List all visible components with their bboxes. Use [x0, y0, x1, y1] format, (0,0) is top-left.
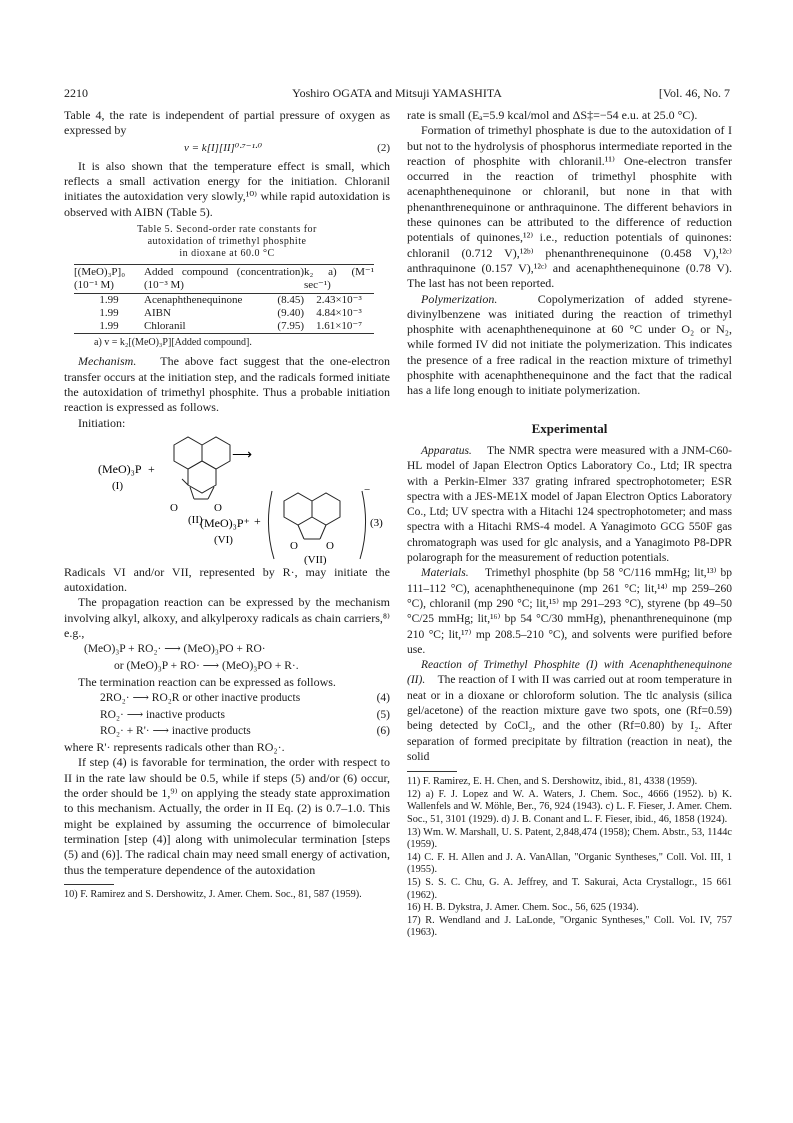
volume-info: [Vol. 46, No. 7: [658, 86, 730, 100]
paragraph-text: The reaction of I with II was carried out at room temperature in neat or in a dioxane or chloroform solution. The tlc analysis (silica gel/acetone) of the reaction mixture gave two spots, one (Rf=0.59) being detected by CoCl₂, and the other (Rf=0.80) by I₂. After separation of formed precipitate by filtration (reaction in neat), the solid: [407, 674, 732, 763]
cell: 4.84×10⁻³: [316, 307, 362, 320]
run-in-heading: Mechanism.: [78, 354, 137, 369]
oxygen-label: O: [170, 501, 178, 514]
paragraph-text: The above fact suggest that the one-electron transfer occurs at the initiation step, and the radicals formed initiate the autoxidation of trimethyl phosphite. Thus a probable initiation reaction is expressed as follows.: [64, 354, 390, 415]
cell: 1.99: [99, 307, 119, 320]
cell: [144, 294, 304, 308]
compound-label-VI: (VI): [214, 533, 233, 546]
caption-line: Table 5. Second-order rate constants for: [137, 224, 317, 236]
paragraph-text: Copolymerization of added styrene-divinylbenzene was initiated during the reaction of trimethyl phosphite with acenaphthenequinone at 60 °C under O₂ or N₂, while formed IV did not initiate the polymerization. This indicates the presence of a free radical in the reaction mixture of trimethyl phosphite with acenaphthenequinone and the fact that the radical has a life long enough to initiate polymerization.: [407, 291, 733, 398]
caption-line: in dioxane at 60.0 °C: [179, 248, 275, 260]
cell: [144, 307, 304, 320]
table-header-row: [74, 265, 374, 294]
paragraph: If step (4) is favorable for termination, the order with respect to II in the rate law should be 0.5, while if steps (5) and/or (6) occur, the order should be 1,⁹⁾ on applying the steady state approximation to this mechanism. Actually, the order in II Eq. (2) is 0.7–1.0. This might be explained by assuming the occurrence of bimolecular termination [step (4)] along with unimolecular termination [steps (5) and (6)]. The radical chain may need small energy of activation, thus the temperature dependence of the autoxidation: [64, 755, 390, 877]
footnote-rule: [64, 884, 114, 885]
oxygen-label: O: [326, 539, 334, 552]
footnote: 15) S. S. C. Chu, G. A. Jeffrey, and T. Sakurai, Acta Crystallogr., 15 661 (1962).: [407, 876, 732, 901]
equation-number: (5): [376, 708, 390, 721]
paragraph: rate is small (Eₐ=5.9 kcal/mol and ΔS‡=−54 e.u. at 25.0 °C).: [407, 108, 698, 122]
paragraph-text: The NMR spectra were measured with a JNM-C60-HL model of Japan Electron Optics Laboratory Co., Ltd; IR spectra with a Perkin-Elmer 337 grating infrared spectrophotometer; ESR spectra with a JES-ME1X model of Japan Electron Optics Laboratory Co., Ltd; UV spectra with a Hitachi 124 spectrophotometer; and mass spectra with a Hitachi RMS-4 model. A Yanagimoto GCG 550F gas chromatograph was used for glc analysis, and a Yanagimoto P8-DPR polarograph for the measurement of reduction potentials.: [407, 444, 732, 565]
cell: 1.99: [74, 320, 144, 334]
table-row: [74, 294, 374, 308]
right-column: [407, 108, 732, 940]
initiation-scheme: [64, 431, 390, 565]
paragraph: [407, 566, 732, 658]
equation-text: or (MeO)₃P + RO· ⟶ (MeO)₃PO + R·.: [114, 659, 299, 672]
caption-line: autoxidation of trimethyl phosphite: [147, 236, 307, 248]
initiation-label: Initiation:: [78, 415, 126, 430]
anion-charge: −: [364, 483, 371, 496]
cell: 1.61×10⁻⁷: [304, 320, 374, 334]
footnote: 14) C. F. H. Allen and J. A. VanAllan, "Organic Syntheses," Coll. Vol. III, 1 (1955).: [407, 851, 732, 876]
compound-label-II: (II): [188, 513, 203, 526]
col-header: k₂ a) (M⁻¹ sec⁻¹): [304, 265, 374, 294]
cell: 2.43×10⁻³: [316, 294, 362, 307]
footnote: 17) R. Wendland and J. LaLonde, "Organic Syntheses," Coll. Vol. IV, 757 (1963).: [407, 914, 732, 939]
oxygen-label: O: [214, 501, 222, 514]
paragraph-text: Trimethyl phosphite (bp 58 °C/116 mmHg; lit,¹³⁾ bp 111–112 °C), acenaphthenequinone (mp 261 °C; lit,¹⁴⁾ mp 259–260 °C), chloranil (mp 290 °C; lit,¹⁵⁾ mp 291–293 °C), styrene (bp 49–50 °C/25 mmHg; lit,¹⁶⁾ bp 54 °C/30 mmHg), phenanthrenequinone (mp 210 °C; lit,¹⁷⁾ mp 208.5–210 °C), and solvents were purified before use.: [407, 567, 732, 656]
cell-text: (8.45): [277, 294, 304, 307]
propagation-eq-1: [64, 642, 390, 657]
left-column: [64, 108, 390, 901]
col-header: [(MeO)₃P]₀ (10⁻¹ M): [74, 265, 144, 294]
structure-VII: [268, 491, 365, 559]
cell-text: AIBN: [144, 307, 171, 320]
run-in-heading: Materials.: [421, 567, 469, 580]
footnote: 10) F. Ramirez and S. Dershowitz, J. Amer. Chem. Soc., 81, 587 (1959).: [64, 888, 362, 900]
run-in-heading: Reaction of Trimethyl Phosphite (I) with Acenaphthenequinone (II).: [407, 659, 732, 687]
reagent-label: (MeO)₃P: [98, 461, 142, 476]
compound-label-I: (I): [112, 479, 123, 492]
cell-text: (9.40): [277, 307, 304, 320]
page-number: 2210: [64, 86, 88, 100]
reaction-scheme: [64, 431, 390, 565]
footnote: 11) F. Ramirez, E. H. Chen, and S. Dershowitz, ibid., 81, 4338 (1959).: [407, 776, 698, 788]
table-5: [74, 264, 374, 334]
footnote-rule: [407, 771, 457, 772]
plus-sign: +: [254, 513, 261, 528]
authors: Yoshiro OGATA and Mitsuji YAMASHITA: [292, 86, 502, 100]
table-caption: [64, 224, 390, 260]
section-heading: Experimental: [531, 420, 608, 436]
paragraph: [407, 444, 732, 566]
paragraph: [407, 658, 732, 765]
cation-label: (MeO)₃P⁺: [200, 515, 250, 530]
equation-number: (4): [376, 692, 390, 705]
termination-eq: [64, 691, 390, 706]
cell-text: Acenaphthenequinone: [144, 294, 243, 307]
table-footnote: a) v = k₂[(MeO)₃P][Added compound].: [94, 337, 252, 349]
paragraph: Table 4, the rate is independent of partial pressure of oxygen as expressed by: [64, 108, 390, 138]
equation-text: (MeO)₃P + RO₂· ⟶ (MeO)₃PO + RO·: [84, 643, 266, 656]
table-row: [74, 307, 374, 320]
termination-eq: [64, 724, 390, 739]
oxygen-label: O: [290, 539, 298, 552]
equation-number: (2): [377, 141, 390, 154]
run-in-heading: Polymerization.: [421, 291, 498, 306]
table-row: [74, 320, 374, 334]
equation-text: 2RO₂· ⟶ RO₂R or other inactive products: [100, 692, 301, 705]
paragraph: The propagation reaction can be expressed by the mechanism involving alkyl, alkoxy, and alkylperoxy radicals as chain carriers,⁸⁾ e.g.,: [64, 595, 390, 641]
reaction-arrow: ⟶: [232, 447, 253, 463]
equation-text: RO₂· + R'· ⟶ inactive products: [100, 724, 251, 737]
equation-text: RO₂· ⟶ inactive products: [100, 708, 225, 721]
paragraph: [407, 292, 732, 399]
equation-number: (6): [376, 724, 390, 737]
paragraph: [64, 354, 390, 415]
cell-text: (7.95): [277, 320, 304, 333]
paragraph: where R'· represents radicals other than RO₂·.: [64, 740, 285, 755]
paragraph: It is also shown that the temperature effect is small, which reflects a small activation energy for the initiation. Chloranil initiates the autoxidation very slowly,¹⁰⁾ while rapid autoxidation is observed with AIBN (Table 5).: [64, 158, 390, 219]
paragraph: The termination reaction can be expressed as follows.: [78, 674, 336, 689]
col-header: Added compound (concentration) (10⁻³ M): [144, 265, 304, 294]
cell: [144, 320, 304, 334]
run-in-heading: Apparatus.: [421, 444, 472, 457]
paragraph: Radicals VI and/or VII, represented by R·, may initiate the autoxidation.: [64, 564, 390, 595]
plus-sign: +: [148, 461, 155, 476]
cell: 1.99: [99, 294, 119, 307]
paragraph: Formation of trimethyl phosphate is due to the autoxidation of I but not to the hydrolysis of phosphorus intermediate reported in the reaction of phosphite with chloranil.¹¹⁾ One-electron transfer occurred in the reaction of trimethyl phosphite with acenaphthenequinone or chloranil, but none in that with phenanthrenequinone or anthraquinone. The different behaviors in these quinones can be attributed to the difference of reduction potentials of quinones,¹²⁾ i.e., reduction potentials of quinones: chloranil (0.712 V),¹²ᵇ⁾ phenanthrenequinone (0.458 V),¹²ᶜ⁾ anthraquinone (0.157 V),¹²ᶜ⁾ and acenaphthenequinone (0.78 V). The last has not been reported.: [407, 123, 732, 291]
equation-2: [64, 141, 390, 156]
cell-text: Chloranil: [144, 320, 186, 333]
equation-number: (3): [370, 516, 383, 529]
footnote: 13) Wm. W. Marshall, U. S. Patent, 2,848,474 (1958); Chem. Abstr., 53, 1144c (1959).: [407, 826, 732, 851]
compound-label-VII: (VII): [304, 553, 327, 565]
equation-text: v = k[I][II]⁰·⁷⁻¹·⁰: [184, 141, 263, 154]
running-header: [64, 86, 730, 102]
footnotes: [407, 776, 732, 940]
propagation-eq-2: [64, 659, 390, 674]
termination-eq: [64, 708, 390, 723]
structure-II: [174, 437, 230, 499]
footnote: 12) a) F. J. Lopez and W. A. Waters, J. Chem. Soc., 4666 (1952). b) K. Wallenfels and W. Möhle, Ber., 76, 924 (1943). c) L. F. Fieser, J. Amer. Chem. Soc., 51, 3101 (1929). d) J. B. Conant and L. F. Fieser, ibid., 46, 1858 (1924).: [407, 788, 732, 825]
footnote: 16) H. B. Dykstra, J. Amer. Chem. Soc., 56, 625 (1934).: [407, 902, 639, 914]
